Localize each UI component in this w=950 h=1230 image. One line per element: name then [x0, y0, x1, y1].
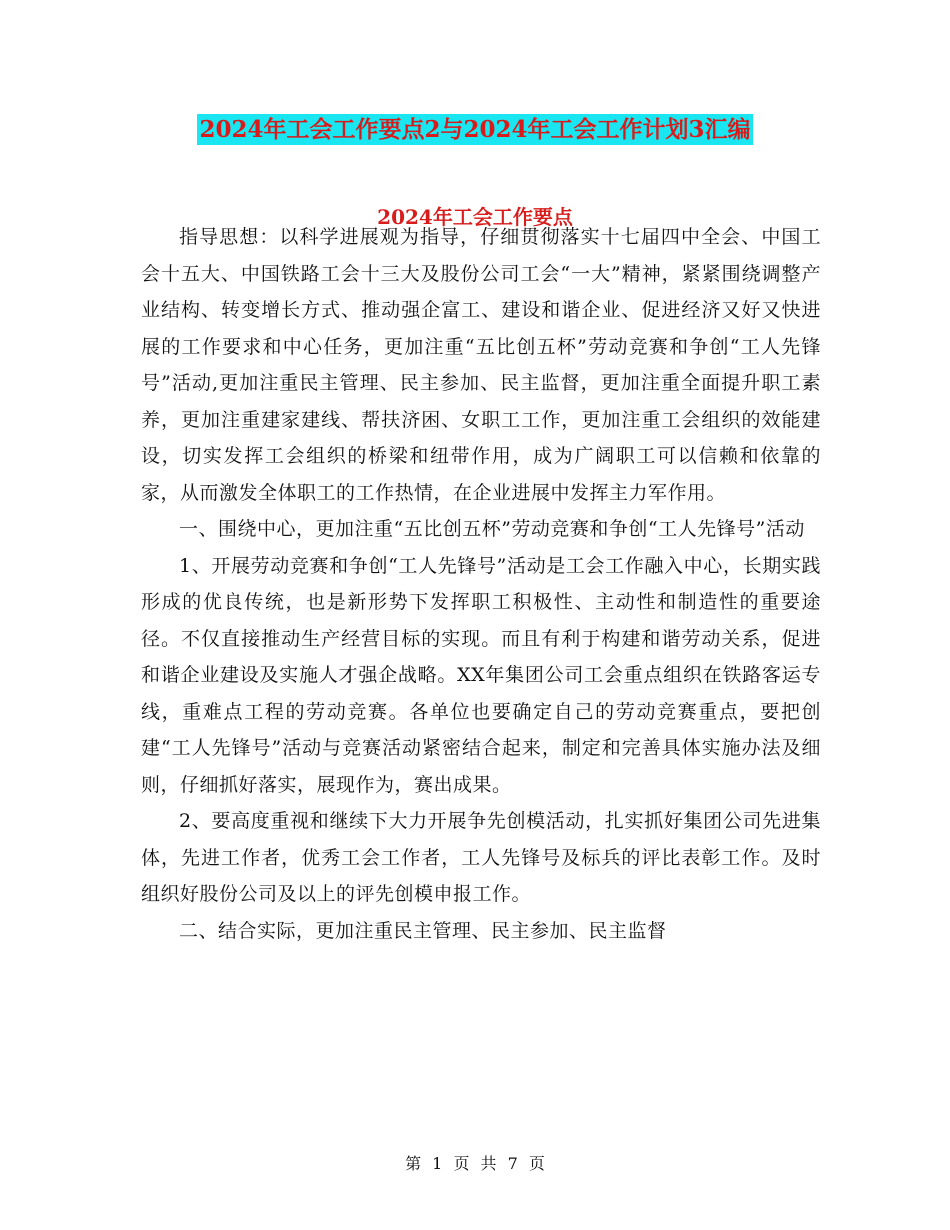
paragraph-item-two: 2、要高度重视和继续下大力开展争先创模活动，扎实抓好集团公司先进集体，先进工作者，优秀工会工作者，工人先锋号及标兵的评比表彰工作。及时组织好股份公司及以上的评先创模申报工作。	[141, 810, 821, 905]
document-body	[141, 219, 821, 949]
page-footer: 第 1 页 共 7 页	[405, 1154, 545, 1173]
paragraph-heading-two: 二、结合实际，更加注重民主管理、民主参加、民主监督	[179, 919, 667, 942]
paragraph-heading-one: 一、围绕中心，更加注重“五比创五杯”劳动竞赛和争创“工人先锋号”活动	[179, 518, 805, 540]
paragraph-item-one: 1、开展劳动竞赛和争创“工人先锋号”活动是工会工作融入中心，长期实践形成的优良传统，也是新形势下发挥职工积极性、主动性和制造性的重要途径。不仅直接推动生产经营目标的实现。而且有利于构建和谐劳动关系，促进和谐企业建设及实施人才强企战略。XX年集团公司工会重点组织在铁路客运专线，重难点工程的劳动竞赛。各单位也要确定自己的劳动竞赛重点，要把创建“工人先锋号”活动与竞赛活动紧密结合起来，制定和完善具体实施办法及细则，仔细抓好落实，展现作为，赛出成果。	[141, 554, 821, 796]
section-title: 2024年工会工作要点	[377, 205, 573, 229]
paragraph-guiding-ideology: 指导思想：以科学进展观为指导，仔细贯彻落实十七届四中全会、中国工会十五大、中国铁路工会十三大及股份公司工会“一大”精神，紧紧围绕调整产业结构、转变增长方式、推动强企富工、建设和谐企业、促进经济又好又快进展的工作要求和中心任务，更加注重“五比创五杯”劳动竞赛和争创“工人先锋号”活动,更加注重民主管理、民主参加、民主监督，更加注重全面提升职工素养，更加注重建家建线、帮扶济困、女职工工作，更加注重工会组织的效能建设，切实发挥工会组织的桥梁和纽带作用，成为广阔职工可以信赖和依靠的家，从而激发全体职工的工作热情，在企业进展中发挥主力军作用。	[141, 226, 821, 504]
document-title	[0, 113, 950, 147]
document-title-highlight: 2024年工会工作要点2与2024年工会工作计划3汇编	[199, 116, 751, 143]
